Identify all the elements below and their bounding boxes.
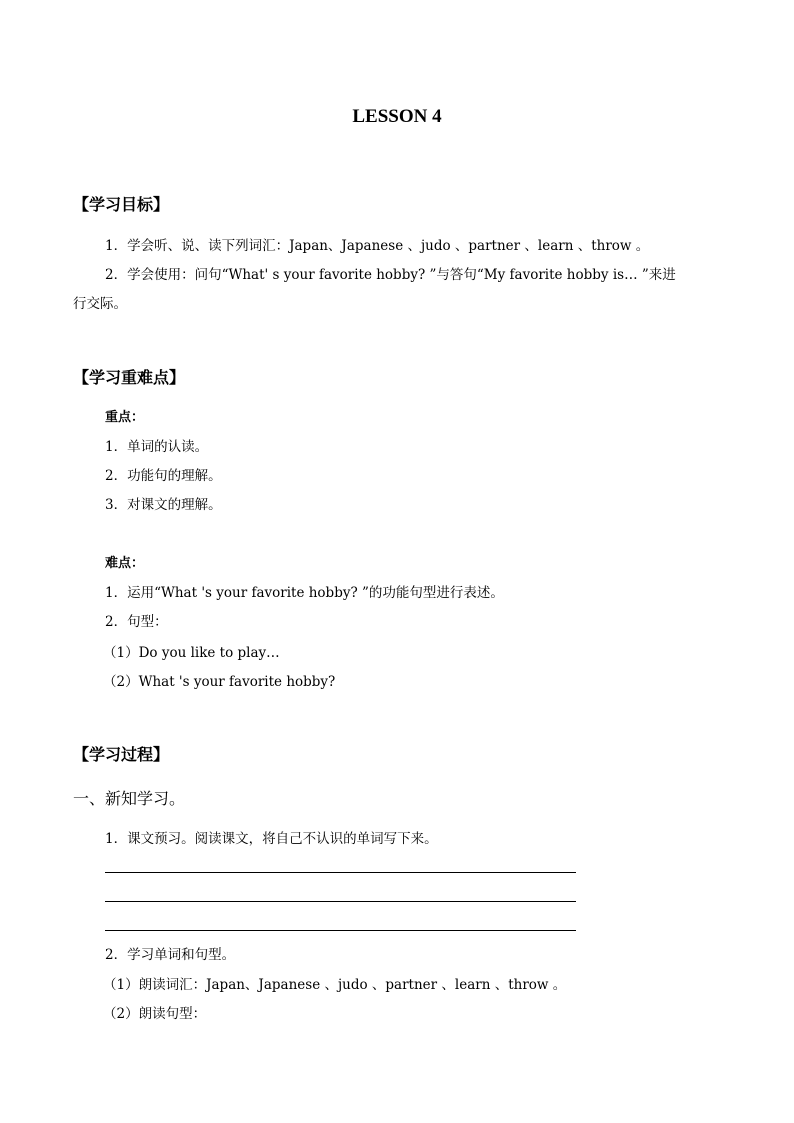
page-title: LESSON 4	[352, 106, 442, 127]
writing-line	[105, 901, 576, 902]
key-points-label: 重点：	[105, 410, 145, 425]
step-1: 1．课文预习。阅读课文，将自己不认识的单词写下来。	[105, 831, 438, 847]
step-2-sentences: （2）朗读句型：	[103, 1006, 207, 1022]
key-point-item: 3．对课文的理解。	[105, 497, 222, 513]
writing-line	[105, 930, 576, 931]
difficult-points-label: 难点：	[105, 556, 145, 571]
step-2-vocabulary: （1）朗读词汇：Japan、Japanese 、judo 、partner 、learn 、throw 。	[103, 977, 567, 993]
part-one-heading: 一、新知学习。	[73, 789, 186, 808]
objective-item-1: 1．学会听、说、读下列词汇：Japan、Japanese 、judo 、partner 、learn 、throw 。	[105, 238, 650, 254]
section-heading-objectives: 【学习目标】	[73, 195, 170, 214]
step-2: 2．学习单词和句型。	[105, 947, 236, 963]
key-point-item: 2．功能句的理解。	[105, 468, 222, 484]
section-heading-key-points: 【学习重难点】	[73, 368, 186, 387]
difficult-point-item-1: 1．运用“What 's your favorite hobby? ”的功能句型进行表述。	[105, 585, 504, 601]
key-point-item: 1．单词的认读。	[105, 439, 209, 455]
writing-line	[105, 872, 576, 873]
section-heading-process: 【学习过程】	[73, 745, 170, 764]
sentence-pattern-2: （2）What 's your favorite hobby?	[103, 674, 336, 690]
sentence-pattern-1: （1）Do you like to play…	[103, 645, 280, 661]
objective-item-2-line-2: 行交际。	[73, 296, 127, 312]
objective-item-2-line-1: 2．学会使用：问句“What' s your favorite hobby? ”与答句“My favorite hobby is… ”来进	[105, 267, 676, 283]
difficult-point-item-2: 2．句型：	[105, 614, 168, 630]
